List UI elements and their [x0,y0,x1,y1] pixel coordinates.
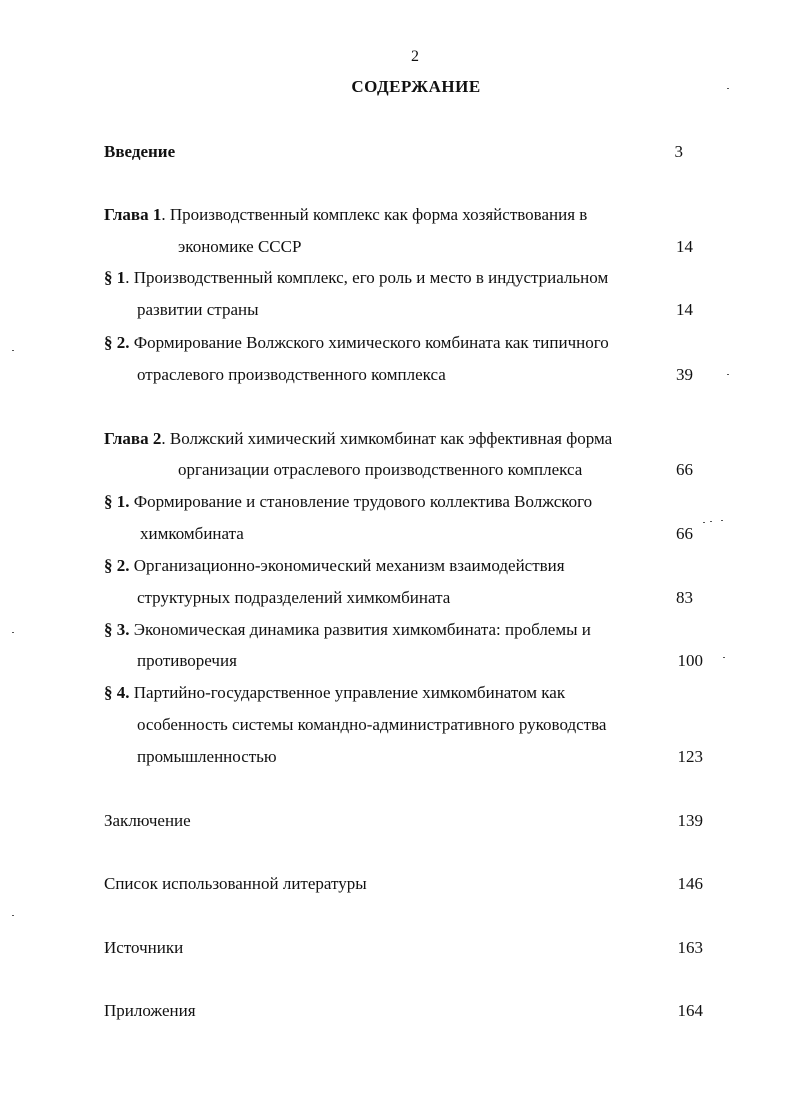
toc-ch2-prefix: Глава 2 [104,429,162,448]
toc-ch2-s1-text1: Формирование и становление трудового коллектива Волжского [129,492,593,511]
toc-ch2-s1-line1 [104,492,592,512]
toc-sources-page: 163 [677,938,703,957]
page-number: 2 [411,48,419,65]
toc-ch1-s2-page: 39 [676,365,693,384]
toc-conclusion-label: Заключение [104,811,191,830]
toc-ch2-s2-page: 83 [676,588,693,607]
toc-ch1-s1-line2: развитии страны [137,300,259,319]
toc-ch2-s3-page: 100 [677,651,703,670]
scan-speck [727,88,729,89]
toc-ch1-prefix: Глава 1 [104,205,162,224]
scan-speck [703,522,705,523]
toc-ch2-s4-prefix: § 4. [104,683,130,702]
scan-speck [710,521,712,522]
toc-ch1-line1 [104,205,587,225]
toc-ch2-s1-line2: химкомбината [140,524,244,543]
scan-speck [12,915,14,916]
toc-ch2-s4-line2: особенность системы командно-административного руководства [137,715,607,734]
scan-speck [727,374,729,375]
scan-speck [723,657,725,658]
toc-ch2-title-line2: организации отраслевого производственного комплекса [178,460,583,479]
scan-speck [12,632,14,633]
toc-ch2-s1-page: 66 [676,524,693,543]
toc-ch1-s1-line1 [104,268,608,288]
toc-ch2-s3-text1: Экономическая динамика развития химкомбината: проблемы и [129,620,591,639]
toc-bibliography-label: Список использованной литературы [104,874,367,893]
toc-ch1-s1-text1: . Производственный комплекс, его роль и место в индустриальном [125,268,609,287]
toc-ch2-s2-prefix: § 2. [104,556,130,575]
toc-bibliography-page: 146 [677,874,703,893]
toc-ch2-s2-text1: Организационно-экономический механизм взаимодействия [129,556,565,575]
toc-ch1-page: 14 [676,237,693,256]
toc-ch2-page: 66 [676,460,693,479]
toc-ch2-s4-text1: Партийно-государственное управление химкомбинатом как [129,683,566,702]
toc-ch1-s2-text1: Формирование Волжского химического комбината как типичного [129,333,609,352]
toc-conclusion-page: 139 [677,811,703,830]
toc-ch1-title-line2: экономике СССР [178,237,302,256]
toc-ch1-title-line1: . Производственный комплекс как форма хозяйствования в [161,205,588,224]
toc-ch1-s2-line1 [104,333,609,353]
toc-ch1-s2-prefix: § 2. [104,333,130,352]
page-title: СОДЕРЖАНИЕ [351,77,481,96]
toc-ch2-line1 [104,429,612,449]
toc-ch2-s1-prefix: § 1. [104,492,130,511]
toc-appendices-page: 164 [677,1001,703,1020]
toc-ch2-s4-line1 [104,683,565,703]
toc-ch1-s1-page: 14 [676,300,693,319]
toc-appendices-label: Приложения [104,1001,196,1020]
scan-speck [721,520,723,521]
toc-ch2-title-line1: . Волжский химический химкомбинат как эффективная форма [161,429,613,448]
toc-ch2-s2-line2: структурных подразделений химкомбината [137,588,451,607]
toc-intro-label: Введение [104,142,176,161]
toc-ch2-s2-line1 [104,556,565,576]
toc-ch2-s3-line1 [104,620,591,640]
toc-ch2-s4-page: 123 [677,747,703,766]
toc-ch2-s3-prefix: § 3. [104,620,130,639]
toc-ch2-s4-line3: промышленностью [137,747,277,766]
toc-intro-page: 3 [674,142,683,161]
toc-ch1-s1-prefix: § 1 [104,268,126,287]
toc-sources-label: Источники [104,938,184,957]
toc-ch2-s3-line2: противоречия [137,651,237,670]
toc-ch1-s2-line2: отраслевого производственного комплекса [137,365,446,384]
scan-speck [12,350,14,351]
